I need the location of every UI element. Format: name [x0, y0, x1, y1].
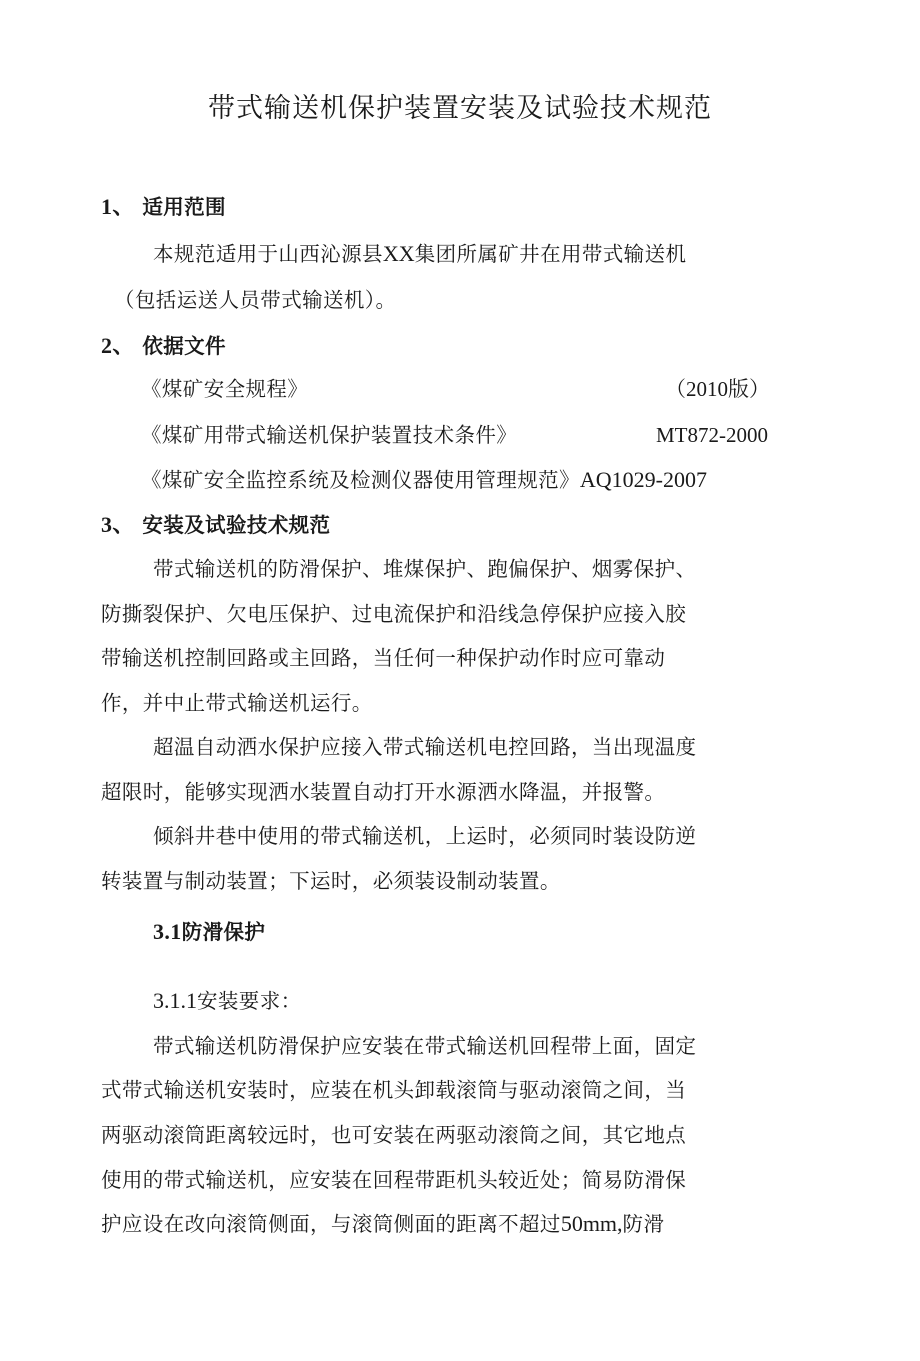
section-3-1-1-title: 安装要求： — [197, 989, 302, 1013]
section-2-title: 依据文件 — [142, 334, 226, 358]
section-1-number: 1、 — [101, 194, 135, 219]
paragraph-line — [101, 1210, 664, 1238]
paragraph-line: 超温自动洒水保护应接入带式输送机电控回路，当出现温度 — [153, 735, 697, 759]
reference-name: 《煤矿安全规程》 — [141, 377, 309, 401]
text-span: 集团所属矿井在用带式输送机 — [414, 242, 687, 266]
section-1-para-line-1 — [153, 240, 686, 268]
section-1-heading — [101, 193, 226, 221]
section-2-number: 2、 — [101, 333, 135, 358]
paragraph-line: 超限时，能够实现洒水装置自动打开水源洒水降温，并报警。 — [101, 780, 666, 804]
section-3-title: 安装及试验技术规范 — [142, 513, 331, 537]
section-3-number: 3、 — [101, 512, 135, 537]
text-span: 护应设在改向滚筒侧面，与滚筒侧面的距离不超过 — [101, 1212, 561, 1236]
section-3-1-heading — [153, 918, 265, 946]
paragraph-line: 使用的带式输送机，应安装在回程带距机头较近处；简易防滑保 — [101, 1168, 687, 1192]
section-2-heading — [101, 332, 226, 360]
reference-code: AQ1029-2007 — [579, 467, 708, 492]
reference-code: MT872-2000 — [656, 423, 768, 447]
text-span: 《煤矿安全监控系统及检测仪器使用管理规范》 — [141, 468, 580, 492]
reference-code: （2010版） — [665, 377, 770, 401]
section-3-1-1-number: 3.1.1 — [153, 988, 197, 1013]
paragraph-line: 防撕裂保护、欠电压保护、过电流保护和沿线急停保护应接入胶 — [101, 602, 687, 626]
reference-name: 《煤矿用带式输送机保护装置技术条件》 — [141, 423, 518, 447]
paragraph-line: 作，并中止带式输送机运行。 — [101, 691, 373, 715]
document-title: 带式输送机保护装置安装及试验技术规范 — [208, 93, 712, 124]
section-1-title: 适用范围 — [142, 195, 226, 219]
text-span: 本规范适用于山西沁源县 — [153, 242, 383, 266]
text-span: XX — [382, 241, 415, 266]
section-1-para-line-2: （包括运送人员带式输送机）。 — [114, 288, 397, 312]
text-span: 防滑 — [622, 1212, 665, 1236]
paragraph-line: 两驱动滚筒距离较远时，也可安装在两驱动滚筒之间，其它地点 — [101, 1123, 687, 1147]
paragraph-line: 带式输送机的防滑保护、堆煤保护、跑偏保护、烟雾保护、 — [153, 557, 697, 581]
paragraph-line: 倾斜井巷中使用的带式输送机，上运时，必须同时装设防逆 — [153, 824, 697, 848]
text-span: 50mm, — [560, 1211, 623, 1236]
paragraph-line: 带式输送机防滑保护应安装在带式输送机回程带上面，固定 — [153, 1034, 697, 1058]
section-3-1-title: 防滑保护 — [181, 920, 266, 944]
reference-name — [141, 466, 707, 494]
section-3-heading — [101, 511, 330, 539]
paragraph-line: 转装置与制动装置；下运时，必须装设制动装置。 — [101, 869, 561, 893]
paragraph-line: 式带式输送机安装时，应装在机头卸载滚筒与驱动滚筒之间，当 — [101, 1078, 687, 1102]
paragraph-line: 带输送机控制回路或主回路，当任何一种保护动作时应可靠动 — [101, 646, 666, 670]
section-3-1-1-heading — [153, 987, 302, 1015]
section-3-1-number: 3.1 — [153, 919, 182, 944]
